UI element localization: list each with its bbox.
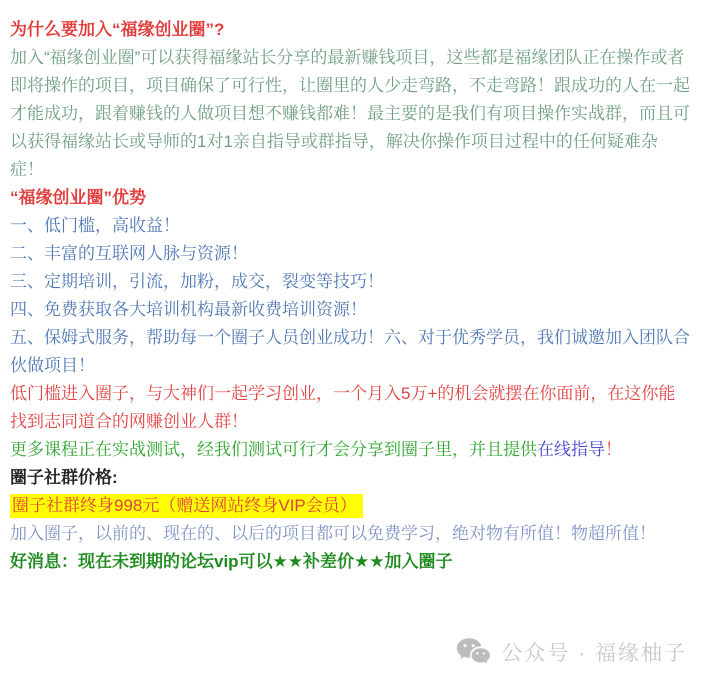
advantages-list bbox=[10, 212, 691, 380]
online-guidance-link[interactable]: 在线指导 bbox=[537, 440, 605, 459]
good-news-line: 好消息：现在未到期的论坛vip可以★★补差价★★加入圈子 bbox=[10, 552, 453, 571]
advantages-heading: “福缘创业圈”优势 bbox=[10, 188, 146, 207]
more-courses-line bbox=[10, 436, 691, 464]
advantage-item: 四、免费获取各大培训机构最新收费培训资源！ bbox=[10, 300, 367, 319]
watermark-text: 公众号 · 福缘柚子 bbox=[501, 642, 687, 665]
advantage-item: 二、丰富的互联网人脉与资源！ bbox=[10, 244, 248, 263]
why-join-heading: 为什么要加入“福缘创业圈”? bbox=[10, 20, 225, 39]
advantage-item: 五、保姆式服务，帮助每一个圈子人员创业成功！六、对于优秀学员，我们诚邀加入团队合伙做项目！ bbox=[10, 328, 690, 375]
join-note: 加入圈子，以前的、现在的、以后的项目都可以免费学习，绝对物有所值！物超所值！ bbox=[10, 524, 656, 543]
advantage-item: 一、低门槛，高收益！ bbox=[10, 216, 180, 235]
price-highlight: 圈子社群终身998元（赠送网站终身VIP会员） bbox=[10, 494, 363, 518]
pitch-paragraph: 低门槛进入圈子，与大神们一起学习创业，一个月入5万+的机会就摆在你面前，在这你能找到志同道合的网赚创业人群！ bbox=[10, 384, 676, 431]
intro-paragraph: 加入“福缘创业圈”可以获得福缘站长分享的最新赚钱项目，这些都是福缘团队正在操作或者即将操作的项目，项目确保了可行性，让圈里的人少走弯路，不走弯路！跟成功的人在一起才能成功，跟着赚钱的人做项目想不赚钱都难！最主要的是我们有项目操作实战群，而且可以获得福缘站长或导师的1对1亲自指导或群指导，解决你操作项目过程中的任何疑难杂症！ bbox=[10, 48, 690, 179]
advantage-item: 三、定期培训，引流，加粉，成交，裂变等技巧！ bbox=[10, 272, 384, 291]
price-line bbox=[10, 492, 691, 520]
more-courses-exclamation: ！ bbox=[605, 440, 622, 459]
wechat-icon bbox=[456, 637, 492, 667]
watermark bbox=[456, 637, 687, 667]
more-courses-text: 更多课程正在实战测试，经我们测试可行才会分享到圈子里，并且提供 bbox=[10, 440, 537, 459]
price-heading: 圈子社群价格: bbox=[10, 468, 118, 487]
